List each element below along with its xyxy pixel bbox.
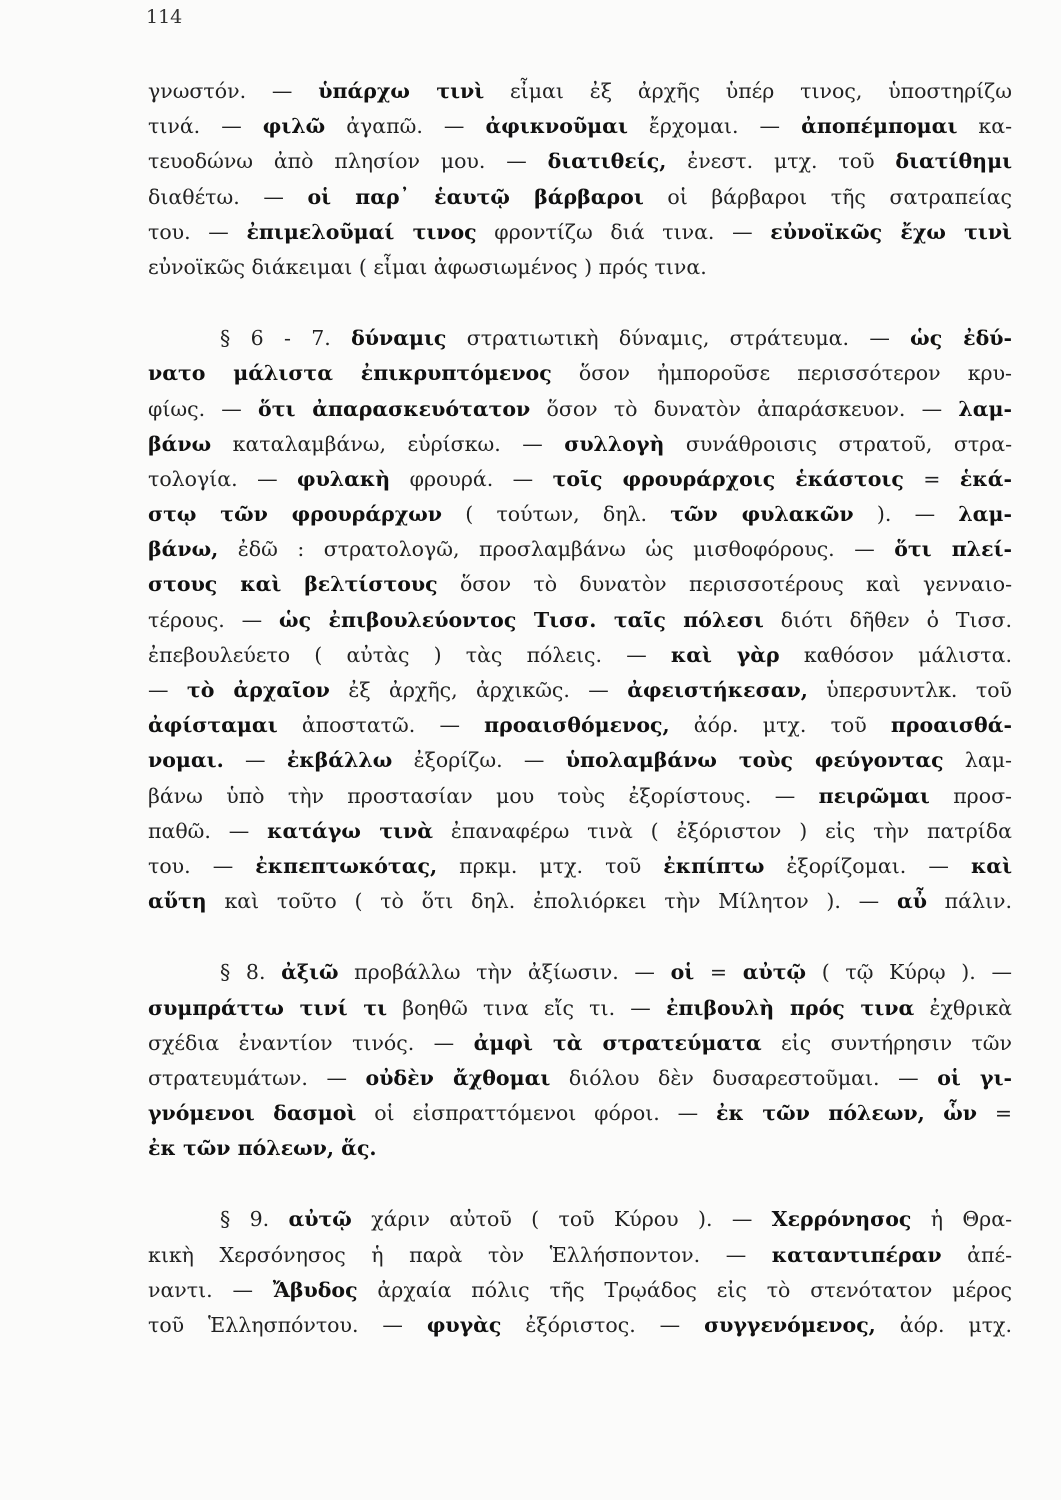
headword: νατο μάλιστα ἐπικρυπτόμενος <box>148 361 552 386</box>
gloss-text: ὑπερσυντλκ. τοῦ <box>807 678 1012 702</box>
gloss-text: παθῶ. — <box>148 818 268 843</box>
headword: ὑπολαμβάνω τοὺς φεύγοντας <box>565 748 944 773</box>
headword: ὅτι ἀπαρασκευότατον <box>258 396 531 421</box>
headword: φιλῶ <box>262 114 326 139</box>
gloss-text: ἔρχομαι. — <box>627 114 802 139</box>
gloss-text: τέρους. — <box>148 607 280 632</box>
gloss-text: ἀρχαία πόλις τῆς Τρῳάδος εἰς τὸ στενότατον μέρος <box>357 1277 1012 1302</box>
text-line <box>148 814 1012 849</box>
gloss-text: στρατευμάτων. — <box>148 1065 366 1090</box>
headword: λαμ- <box>958 502 1012 527</box>
gloss-text: ἐπεβουλεύετο ( αὐτὰς ) τὰς πόλεις. — <box>148 642 671 667</box>
headword: ἐκ τῶν πόλεων, ἅς. <box>148 1136 377 1161</box>
headword: ἐκπεπτωκότας, <box>255 853 438 878</box>
gloss-text: τοῦ Ἑλλησπόντου. — <box>148 1313 427 1337</box>
gloss-text: — <box>223 748 287 773</box>
text-line <box>148 321 1012 356</box>
text-line <box>148 991 1012 1026</box>
headword: αὐτῷ <box>288 1207 352 1232</box>
text-line <box>148 567 1012 602</box>
headword: διατιθείς, <box>547 149 667 174</box>
text-line <box>148 109 1012 144</box>
gloss-text: τολογία. — <box>148 466 298 491</box>
text-line <box>148 955 1012 990</box>
gloss-text: πάλιν. <box>926 889 1012 914</box>
headword: προαισθά- <box>890 713 1012 738</box>
text-line <box>148 215 1012 250</box>
headword: οὐδὲν ἄχθομαι <box>365 1065 551 1090</box>
headword: ἀφίσταμαι <box>148 713 278 738</box>
gloss-text: = <box>976 1101 1012 1126</box>
gloss-text: οἱ βάρβαροι τῆς σατραπείας <box>643 184 1012 209</box>
headword: στους καὶ βελτίστους <box>148 572 438 597</box>
headword: ἑκά- <box>959 466 1012 491</box>
gloss-text: ὅσον τὸ δυνατὸν περισσοτέρους καὶ γενναιο- <box>437 572 1012 597</box>
headword: ἐπιβουλὴ πρός τινα <box>665 995 915 1020</box>
gloss-text: = <box>694 960 743 985</box>
gloss-text: βάνω ὑπὸ τὴν προστασίαν μου τοὺς ἐξορίστους. — <box>148 783 819 808</box>
text-line <box>148 884 1012 919</box>
text-line <box>148 1061 1012 1096</box>
headword: ἐκβάλλω <box>286 748 393 773</box>
headword: γνόμενοι δασμοὶ <box>148 1101 357 1126</box>
gloss-text: φρουρά. — <box>390 466 553 491</box>
headword: ἀφειστήκεσαν, <box>627 678 808 702</box>
headword: πειρῶμαι <box>818 783 930 808</box>
headword: νομαι. <box>148 748 224 773</box>
headword: ἀφικνοῦμαι <box>485 114 628 139</box>
paragraph-gap <box>148 1166 1012 1202</box>
gloss-text: προβάλλω τὴν ἀξίωσιν. — <box>338 960 671 985</box>
headword: ἐπιμελοῦμαί τινος <box>246 219 477 244</box>
headword: βάνω <box>148 431 212 456</box>
headword: συλλογὴ <box>564 431 665 456</box>
text-line <box>148 1202 1012 1237</box>
text-line <box>148 638 1012 673</box>
gloss-text: στρατιωτικὴ δύναμις, στράτευμα. — <box>446 326 911 351</box>
text-line <box>148 144 1012 179</box>
paragraph-gap <box>148 285 1012 321</box>
gloss-text: ἐξ ἀρχῆς, ἀρχικῶς. — <box>329 678 628 702</box>
headword: κατάγω τινὰ <box>267 818 434 843</box>
gloss-text: ναντι. — <box>148 1277 273 1302</box>
gloss-text: = <box>903 466 960 491</box>
text-line <box>148 1131 1012 1166</box>
text-line <box>148 1308 1012 1343</box>
gloss-text: § 6 - 7. <box>220 326 352 351</box>
headword: ὡς ἐδύ- <box>910 326 1012 351</box>
paragraph-gap <box>148 919 1012 955</box>
text-line <box>148 74 1012 109</box>
gloss-text: ἐνεστ. μτχ. τοῦ <box>666 149 896 174</box>
gloss-text: εἶμαι ἐξ ἀρχῆς ὑπέρ τινος, ὑποστηρίζω <box>484 79 1012 103</box>
text-line <box>148 743 1012 778</box>
gloss-text: τευοδώνω ἀπὸ πλησίον μου. — <box>148 149 548 174</box>
gloss-text: ἐχθρικὰ <box>914 995 1012 1020</box>
headword: εὐνοϊκῶς ἔχω τινὶ <box>770 219 1012 244</box>
headword: διατίθημι <box>895 149 1012 174</box>
headword: οἱ παρ᾿ ἑαυτῷ βάρβαροι <box>307 184 644 209</box>
gloss-text: του. — <box>148 853 256 878</box>
text-line <box>148 1273 1012 1308</box>
headword: στῳ τῶν φρουράρχων <box>148 502 442 527</box>
headword: βάνω, <box>148 537 219 562</box>
gloss-text: κα- <box>957 114 1012 139</box>
text-line <box>148 250 1012 285</box>
gloss-text: εὐνοϊκῶς διάκειμαι ( εἶμαι ἀφωσιωμένος ) πρός τινα. <box>148 254 707 279</box>
headword: Ἄβυδος <box>272 1277 358 1302</box>
text-line <box>148 673 1012 708</box>
gloss-text: διαθέτω. — <box>148 184 308 209</box>
gloss-text: ἀόρ. μτχ. <box>875 1313 1012 1337</box>
gloss-text: § 8. <box>220 960 282 985</box>
headword: αὕτη <box>148 889 207 914</box>
gloss-text: καὶ τοῦτο ( τὸ ὅτι δηλ. ἐπολιόρκει τὴν Μίλητον ). — <box>206 889 897 914</box>
text-line <box>148 462 1012 497</box>
gloss-text: γνωστόν. — <box>148 79 319 103</box>
gloss-text: διόλου δὲν δυσαρεστοῦμαι. — <box>550 1065 938 1090</box>
headword: τοῖς φρουράρχοις ἑκάστοις <box>552 466 904 491</box>
text-line <box>148 603 1012 638</box>
text-line <box>148 708 1012 743</box>
gloss-text: του. — <box>148 219 247 244</box>
headword: οἱ <box>670 960 695 985</box>
gloss-text: ὅσον τὸ δυνατὸν ἀπαράσκευον. — <box>530 396 959 421</box>
gloss-text: χάριν αὐτοῦ ( τοῦ Κύρου ). — <box>351 1207 772 1232</box>
text-line <box>148 392 1012 427</box>
gloss-text: καταλαμβάνω, εὑρίσκω. — <box>211 431 565 456</box>
gloss-text: συνάθροισις στρατοῦ, στρα- <box>664 431 1012 456</box>
headword: καταντιπέραν <box>771 1242 942 1267</box>
text-line <box>148 497 1012 532</box>
gloss-text: — <box>148 678 187 702</box>
headword: τὸ ἀρχαῖον <box>186 678 330 702</box>
gloss-text: ἀόρ. μτχ. τοῦ <box>669 713 891 738</box>
glossary-text <box>148 74 1012 1343</box>
gloss-text: σχέδια ἐναντίον τινός. — <box>148 1030 474 1055</box>
gloss-text: φροντίζω διά τινα. — <box>476 219 771 244</box>
gloss-text: τινά. — <box>148 114 263 139</box>
headword: ἐκ τῶν πόλεων, ὧν <box>716 1101 977 1126</box>
headword: ὑπάρχω τινὶ <box>318 79 485 103</box>
gloss-text: πρκμ. μτχ. τοῦ <box>437 853 664 878</box>
gloss-text: οἱ εἰσπραττόμενοι φόροι. — <box>356 1101 717 1126</box>
headword: οἱ γι- <box>937 1065 1012 1090</box>
gloss-text: ἐξορίζομαι. — <box>764 853 971 878</box>
headword: καὶ γὰρ <box>670 642 780 667</box>
text-line <box>148 849 1012 884</box>
headword: καὶ <box>970 853 1012 878</box>
gloss-text: ἀποστατῶ. — <box>277 713 485 738</box>
text-line <box>148 180 1012 215</box>
headword: ὅτι πλεί- <box>894 537 1012 562</box>
gloss-text: ἀγαπῶ. — <box>325 114 486 139</box>
text-line <box>148 532 1012 567</box>
gloss-text: ἐξορίζω. — <box>392 748 566 773</box>
gloss-text: ( τῷ Κύρῳ ). — <box>806 960 1012 985</box>
gloss-text: ἡ Θρα- <box>911 1207 1012 1232</box>
text-line <box>148 1096 1012 1131</box>
headword: λαμ- <box>958 396 1012 421</box>
headword: συμπράττω τινί τι <box>148 995 388 1020</box>
headword: αὐτῷ <box>742 960 807 985</box>
headword: συγγενόμενος, <box>704 1313 876 1337</box>
gloss-text: προσ- <box>929 783 1012 808</box>
gloss-text: λαμ- <box>943 748 1012 773</box>
headword: φυγὰς <box>426 1313 502 1337</box>
gloss-text: εἰς συντήρησιν τῶν <box>761 1030 1012 1055</box>
gloss-text: ἐδῶ : στρατολογῶ, προσλαμβάνω ὡς μισθοφόρους. — <box>218 537 895 562</box>
headword: ἀποπέμπομαι <box>801 114 958 139</box>
headword: ἀξιῶ <box>281 960 339 985</box>
text-line <box>148 1238 1012 1273</box>
text-line <box>148 427 1012 462</box>
headword: προαισθόμενος, <box>484 713 670 738</box>
gloss-text: ἐπαναφέρω τινὰ ( ἐξόριστον ) εἰς τὴν πατρίδα <box>433 818 1012 843</box>
headword: Χερρόνησος <box>771 1207 912 1232</box>
text-line <box>148 356 1012 391</box>
text-line <box>148 779 1012 814</box>
gloss-text: § 9. <box>220 1207 289 1232</box>
headword: φυλακὴ <box>297 466 391 491</box>
gloss-text: καθόσον μάλιστα. <box>779 642 1012 667</box>
gloss-text: ἐξόριστος. — <box>501 1313 705 1337</box>
gloss-text: ( τούτων, δηλ. <box>442 502 671 527</box>
headword: δύναμις <box>351 326 447 351</box>
gloss-text: φίως. — <box>148 396 259 421</box>
gloss-text: ὅσον ἠμποροῦσε περισσότερον κρυ- <box>551 361 1012 386</box>
page-number: 114 <box>146 6 183 28</box>
headword: αὖ <box>896 889 927 914</box>
gloss-text: κικὴ Χερσόνησος ἡ παρὰ τὸν Ἑλλήσποντον. — <box>148 1242 772 1267</box>
text-line <box>148 1026 1012 1061</box>
headword: τῶν φυλακῶν <box>670 502 854 527</box>
gloss-text: ἀπέ- <box>941 1242 1012 1267</box>
headword: ἐκπίπτω <box>663 853 765 878</box>
headword: ἀμφὶ τὰ στρατεύματα <box>473 1030 762 1055</box>
gloss-text: βοηθῶ τινα εἴς τι. — <box>387 995 666 1020</box>
gloss-text: ). — <box>853 502 959 527</box>
gloss-text: διότι δῆθεν ὁ Τισσ. <box>763 607 1012 632</box>
headword: ὡς ἐπιβουλεύοντος Τισσ. ταῖς πόλεσι <box>279 607 764 632</box>
